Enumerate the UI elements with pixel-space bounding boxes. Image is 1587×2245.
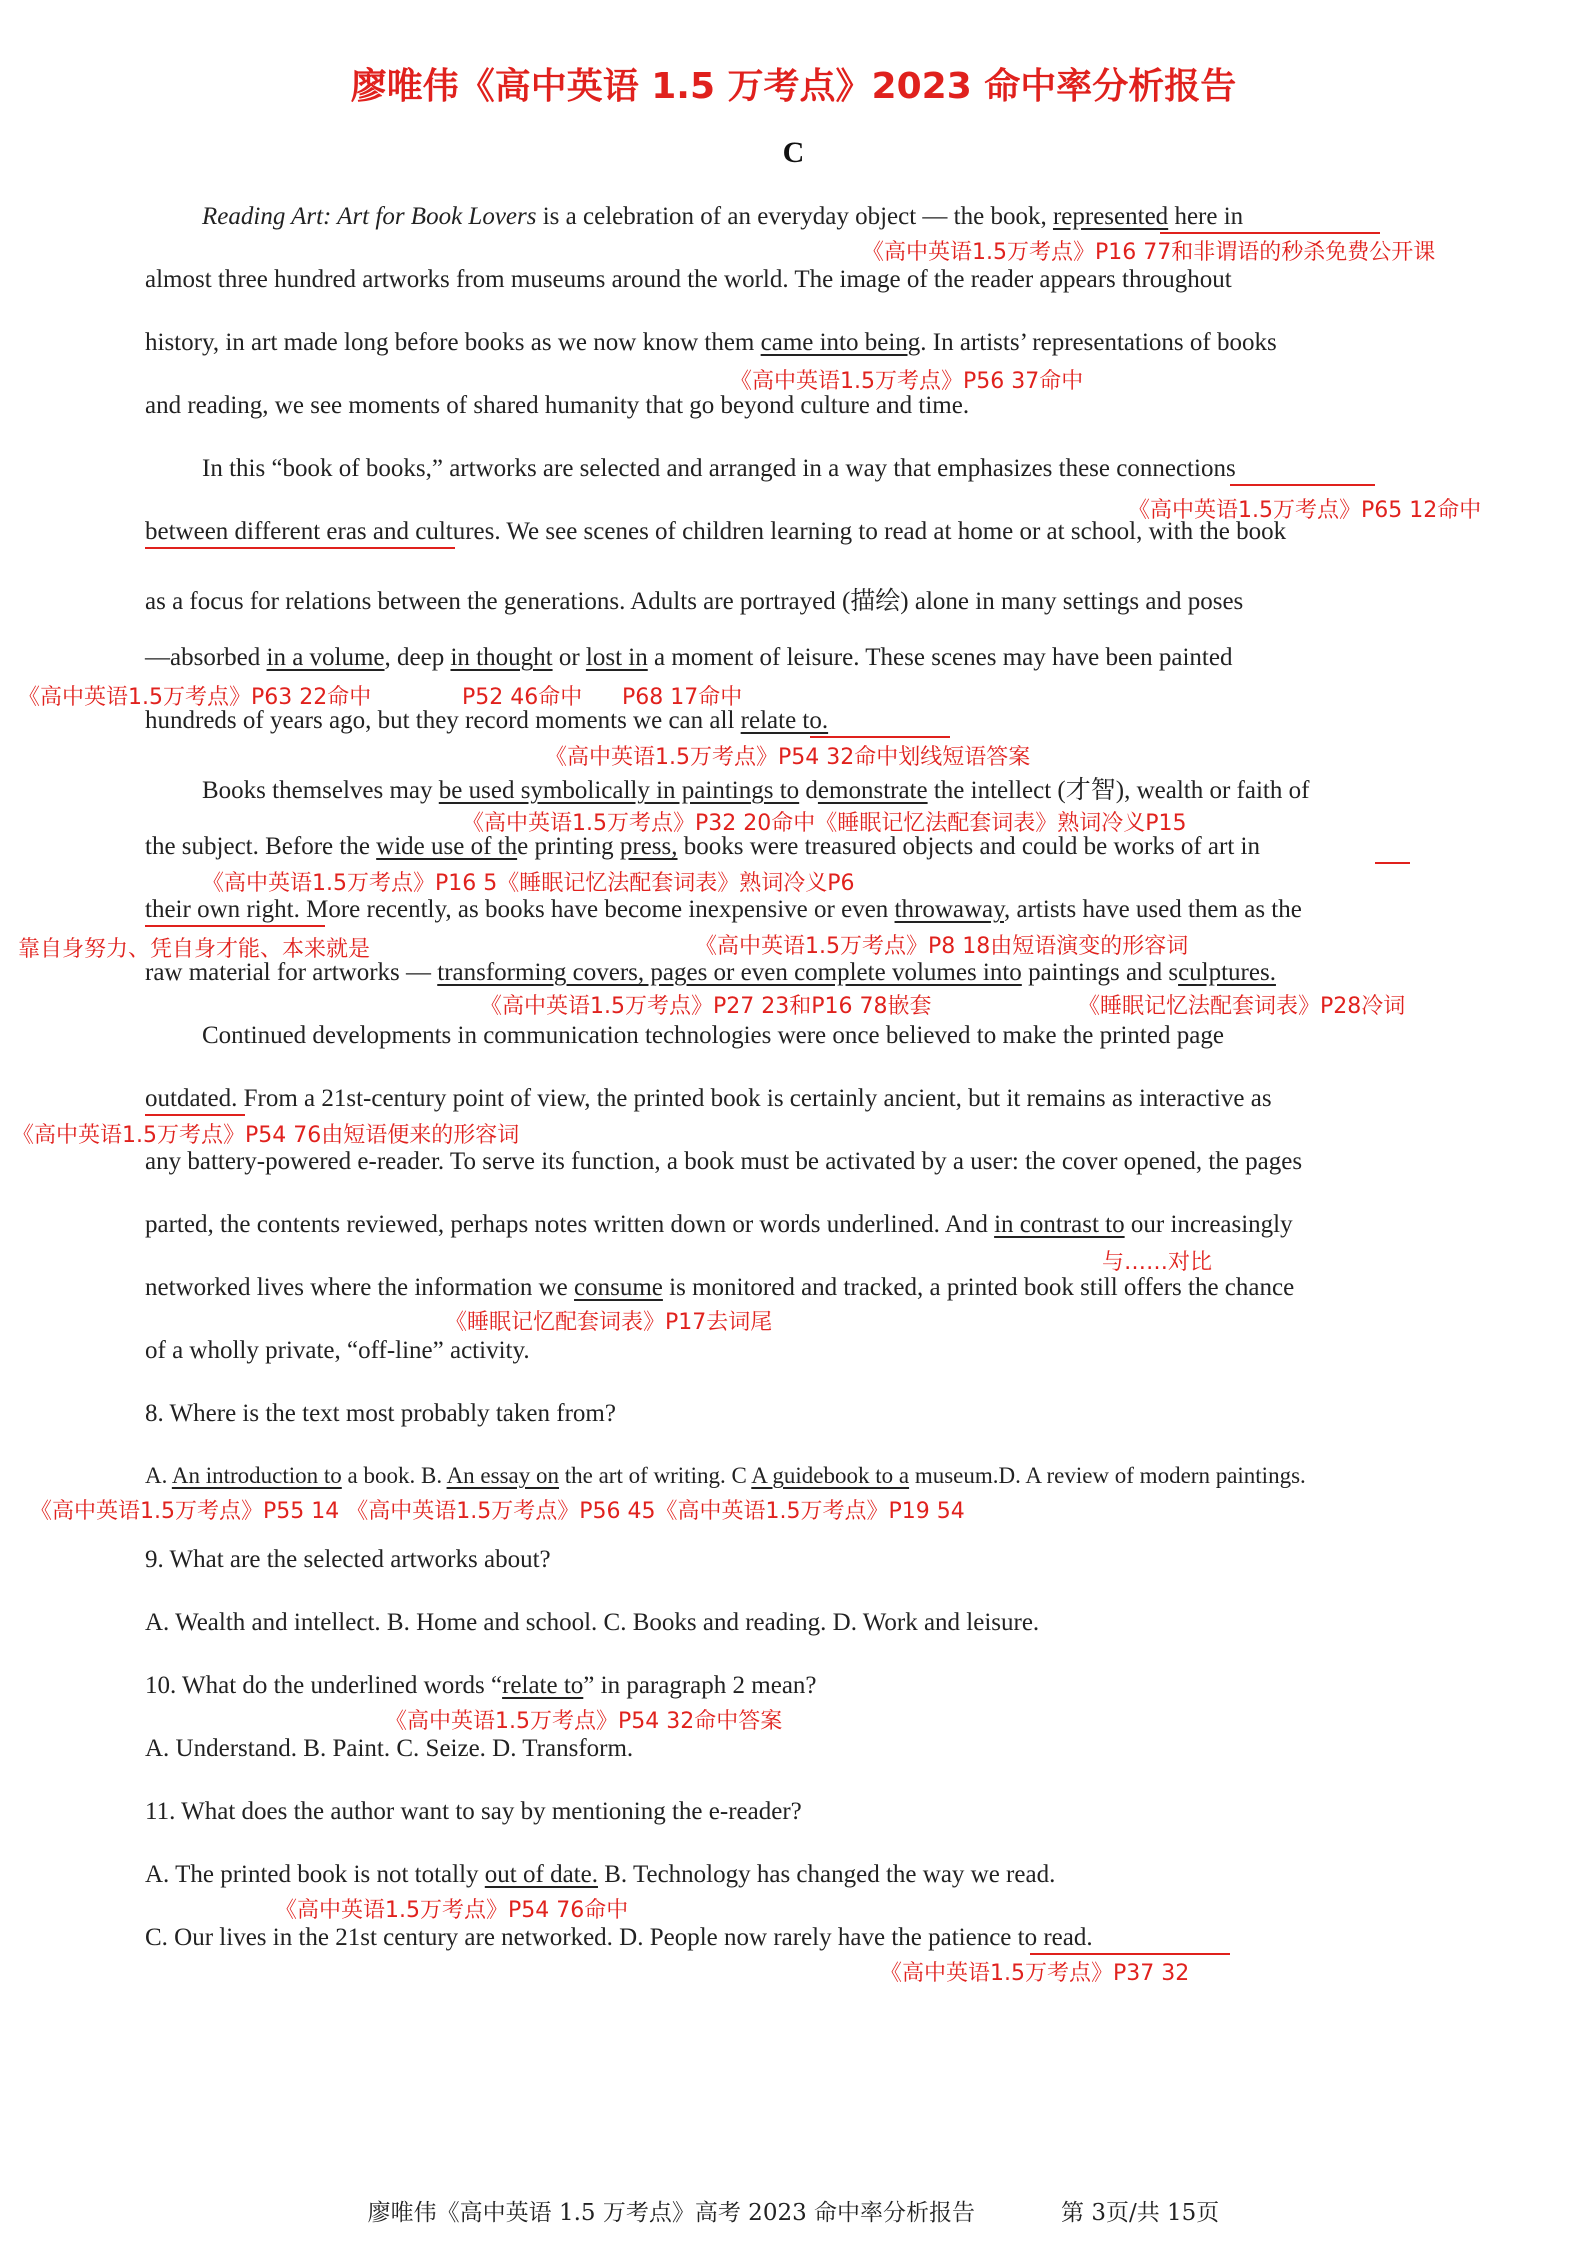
text: or: [552, 644, 586, 671]
passage-line-16: any battery-powered e-reader. To serve its function, a book must be activated by a user: the cover opened, the pages: [145, 1148, 1303, 1175]
text: books were treasured objects and could be works of art: [677, 833, 1241, 860]
text: the art of writing. C: [559, 1463, 752, 1488]
text: 10. What do the underlined words “: [145, 1672, 503, 1699]
report-title: 廖唯伟《高中英语 1.5 万考点》2023 命中率分析报告: [350, 66, 1237, 107]
text: the intellect (才智), wealth or faith of: [927, 777, 1310, 804]
annotation: 《高中英语1.5万考点》P54 76命中: [275, 1898, 629, 1923]
underlined-phrase: in thought: [450, 644, 553, 671]
text: our increasingly: [1124, 1211, 1293, 1238]
passage-line-2: almost three hundred artworks from museums around the world. The image of the reader appears throughout: [145, 266, 1232, 293]
question-8-options: [145, 1463, 1306, 1489]
red-underline: [1375, 862, 1410, 864]
passage-line-5: [202, 455, 1236, 483]
annotation: 《高中英语1.5万考点》P55 14 《高中英语1.5万考点》P56 45《高中英语1.5万考点》P19 54: [30, 1499, 965, 1524]
underlined-phrase: out of date.: [484, 1861, 598, 1888]
red-underline: [1160, 232, 1380, 234]
passage-line-15: [145, 1085, 1272, 1113]
footer-title: 廖唯伟《高中英语 1.5 万考点》高考 2023 命中率分析报告: [367, 2200, 976, 2226]
text: .: [1086, 1924, 1093, 1951]
underlined-phrase: A guidebook to a: [751, 1463, 910, 1488]
red-underline: [145, 1114, 245, 1116]
underlined-phrase: An essay on: [446, 1463, 559, 1488]
annotation: 《高中英语1.5万考点》P65 12命中: [1128, 498, 1482, 523]
annotation: 《高中英语1.5万考点》P37 32: [880, 1961, 1190, 1986]
underlined-phrase: e patience to read: [910, 1924, 1087, 1951]
underlined-phrase: outdated.: [145, 1085, 238, 1112]
annotation: P68 17命中: [622, 685, 743, 710]
text: history, in art made long before books as we now know them: [145, 329, 761, 356]
passage-line-6: [145, 518, 1286, 546]
text: . In artists’ representations of books: [920, 329, 1277, 356]
underlined-phrase: consume: [574, 1274, 663, 1301]
page-number: 第 3页/共 15页: [1061, 2200, 1220, 2226]
passage-line-12: [145, 896, 1302, 924]
question-9-options: A. Wealth and intellect. B. Home and school. C. Books and reading. D. Work and leisure.: [145, 1609, 1040, 1636]
book-title: Reading Art: Art for Book Lovers: [202, 203, 537, 230]
text: d: [799, 777, 818, 804]
annotation: 《高中英语1.5万考点》P54 76由短语便来的形容词: [12, 1123, 520, 1148]
text: paintings and s: [1021, 959, 1179, 986]
passage-line-3: [145, 329, 1277, 357]
text: a book. B.: [341, 1463, 447, 1488]
underlined-phrase: in contrast to: [994, 1211, 1125, 1238]
passage-line-13: [145, 959, 1276, 987]
passage-line-7: as a focus for relations between the generations. Adults are portrayed (描绘) alone in many settings and poses: [145, 588, 1244, 615]
annotation: 《高中英语1.5万考点》P16 77和非谓语的秒杀免费公开课: [862, 240, 1436, 265]
question-11: 11. What does the author want to say by mentioning the e-reader?: [145, 1798, 802, 1825]
text: B. Technology has changed the way we read.: [597, 1861, 1056, 1888]
underlined-phrase: in: [1240, 833, 1260, 860]
text: is monitored and tracked, a printed book still offers the chance: [662, 1274, 1295, 1301]
underlined-phrase: relate to.: [740, 707, 829, 734]
passage-line-4: and reading, we see moments of shared humanity that go beyond culture and time.: [145, 392, 970, 419]
passage-line-8: [145, 644, 1232, 672]
annotation: 《睡眠记忆配套词表》P17去词尾: [445, 1310, 773, 1335]
text: More recently, as books have become inexpensive or even: [299, 896, 895, 923]
annotation: 《高中英语1.5万考点》P56 37命中: [730, 369, 1084, 394]
text: here in: [1168, 203, 1244, 230]
underlined-phrase: came into being: [760, 329, 921, 356]
annotation: 《高中英语1.5万考点》P27 23和P16 78嵌套: [480, 994, 932, 1019]
text: is a celebration of an everyday object — the book,: [536, 203, 1053, 230]
underlined-phrase: between different eras and c: [145, 518, 427, 545]
question-8: 8. Where is the text most probably taken from?: [145, 1400, 616, 1427]
text: , deep: [384, 644, 451, 671]
section-letter: C: [782, 136, 805, 169]
annotation: P52 46命中: [462, 685, 583, 710]
underlined-phrase: emonstrate: [817, 777, 928, 804]
text: museum.D. A review of modern paintings.: [909, 1463, 1306, 1488]
underlined-phrase: lost in: [585, 644, 648, 671]
underlined-phrase: in a volume: [266, 644, 385, 671]
text: , artists have used them as the: [1004, 896, 1302, 923]
text: ” in paragraph 2 mean?: [583, 1672, 817, 1699]
passage-line-19: of a wholly private, “off-line” activity.: [145, 1337, 530, 1364]
text: raw material for artworks —: [145, 959, 438, 986]
passage-line-11: [145, 833, 1260, 861]
text: the subject. Before the: [145, 833, 377, 860]
page-footer: [0, 2194, 1587, 2227]
text: parted, the contents reviewed, perhaps notes written down or words underlined. And: [145, 1211, 995, 1238]
text: hundreds of years ago, but they record moments we can all: [145, 707, 741, 734]
annotation: 《睡眠记忆法配套词表》P28冷词: [1078, 994, 1406, 1019]
red-underline: [810, 736, 950, 738]
passage-line-18: [145, 1274, 1294, 1302]
text: networked lives where the information we: [145, 1274, 575, 1301]
underlined-phrase: represented: [1052, 203, 1169, 230]
passage-line-9: [145, 707, 828, 735]
text: From a 21st-century point of view, the printed book is certainly ancient, but it remains as interactive as: [237, 1085, 1272, 1112]
question-10-options: A. Understand. B. Paint. C. Seize. D. Transform.: [145, 1735, 634, 1762]
passage-line-1: [202, 203, 1243, 231]
passage-line-17: [145, 1211, 1293, 1239]
question-11-options-cd: [145, 1924, 1093, 1952]
red-underline: [145, 547, 455, 549]
text: a moment of leisure. These scenes may have been painted: [647, 644, 1233, 671]
underlined-phrase: throwaway: [894, 896, 1004, 923]
underlined-phrase: their own right.: [145, 896, 300, 923]
question-9: 9. What are the selected artworks about?: [145, 1546, 551, 1573]
annotation: 《高中英语1.5万考点》P54 32命中答案: [385, 1709, 783, 1734]
passage-line-10: [202, 770, 1309, 806]
text: A. The printed book is not totally: [145, 1861, 485, 1888]
underlined-phrase: press,: [619, 833, 678, 860]
underlined-phrase: transforming covers, pages or even complete volumes into: [437, 959, 1022, 986]
text: A.: [145, 1463, 172, 1488]
red-underline: [1230, 484, 1375, 486]
annotation: 《高中英语1.5万考点》P54 32命中划线短语答案: [545, 745, 1031, 770]
underlined-phrase: An introduction to: [171, 1463, 342, 1488]
text: C. Our lives in the 21st century are networked. D. People now rarely have th: [145, 1924, 911, 1951]
text: —absorbed: [145, 644, 267, 671]
text: Books themselves may: [202, 777, 439, 804]
text: In this “book of books,” artworks are selected and arranged in a way that emphasizes these: [202, 455, 1117, 482]
underlined-phrase: be used symbolically in paintings to: [438, 777, 800, 804]
underlined-phrase: relate to: [502, 1672, 584, 1699]
annotation: 与……对比: [1102, 1250, 1213, 1275]
annotation: 《高中英语1.5万考点》P8 18由短语演变的形容词: [695, 934, 1189, 959]
question-10: [145, 1672, 817, 1700]
annotation: 靠自身努力、凭自身才能、本来就是: [18, 937, 371, 962]
question-11-options-ab: [145, 1861, 1055, 1889]
annotation: 《高中英语1.5万考点》P16 5《睡眠记忆法配套词表》熟词冷义P6: [202, 871, 855, 896]
red-underline: [145, 925, 325, 927]
annotation: 《高中英语1.5万考点》P63 22命中: [18, 685, 372, 710]
underlined-phrase: wide use of th: [376, 833, 518, 860]
red-underline: [1030, 1953, 1230, 1955]
text: ultures. We see scenes of children learning to read at home or at school, with the book: [426, 518, 1287, 545]
underlined-phrase: connections: [1116, 455, 1236, 482]
text: e printing: [517, 833, 620, 860]
passage-line-14: Continued developments in communication technologies were once believed to make the printed page: [202, 1022, 1224, 1049]
underlined-phrase: culptures.: [1178, 959, 1276, 986]
annotation: 《高中英语1.5万考点》P32 20命中《睡眠记忆法配套词表》熟词冷义P15: [462, 811, 1187, 836]
